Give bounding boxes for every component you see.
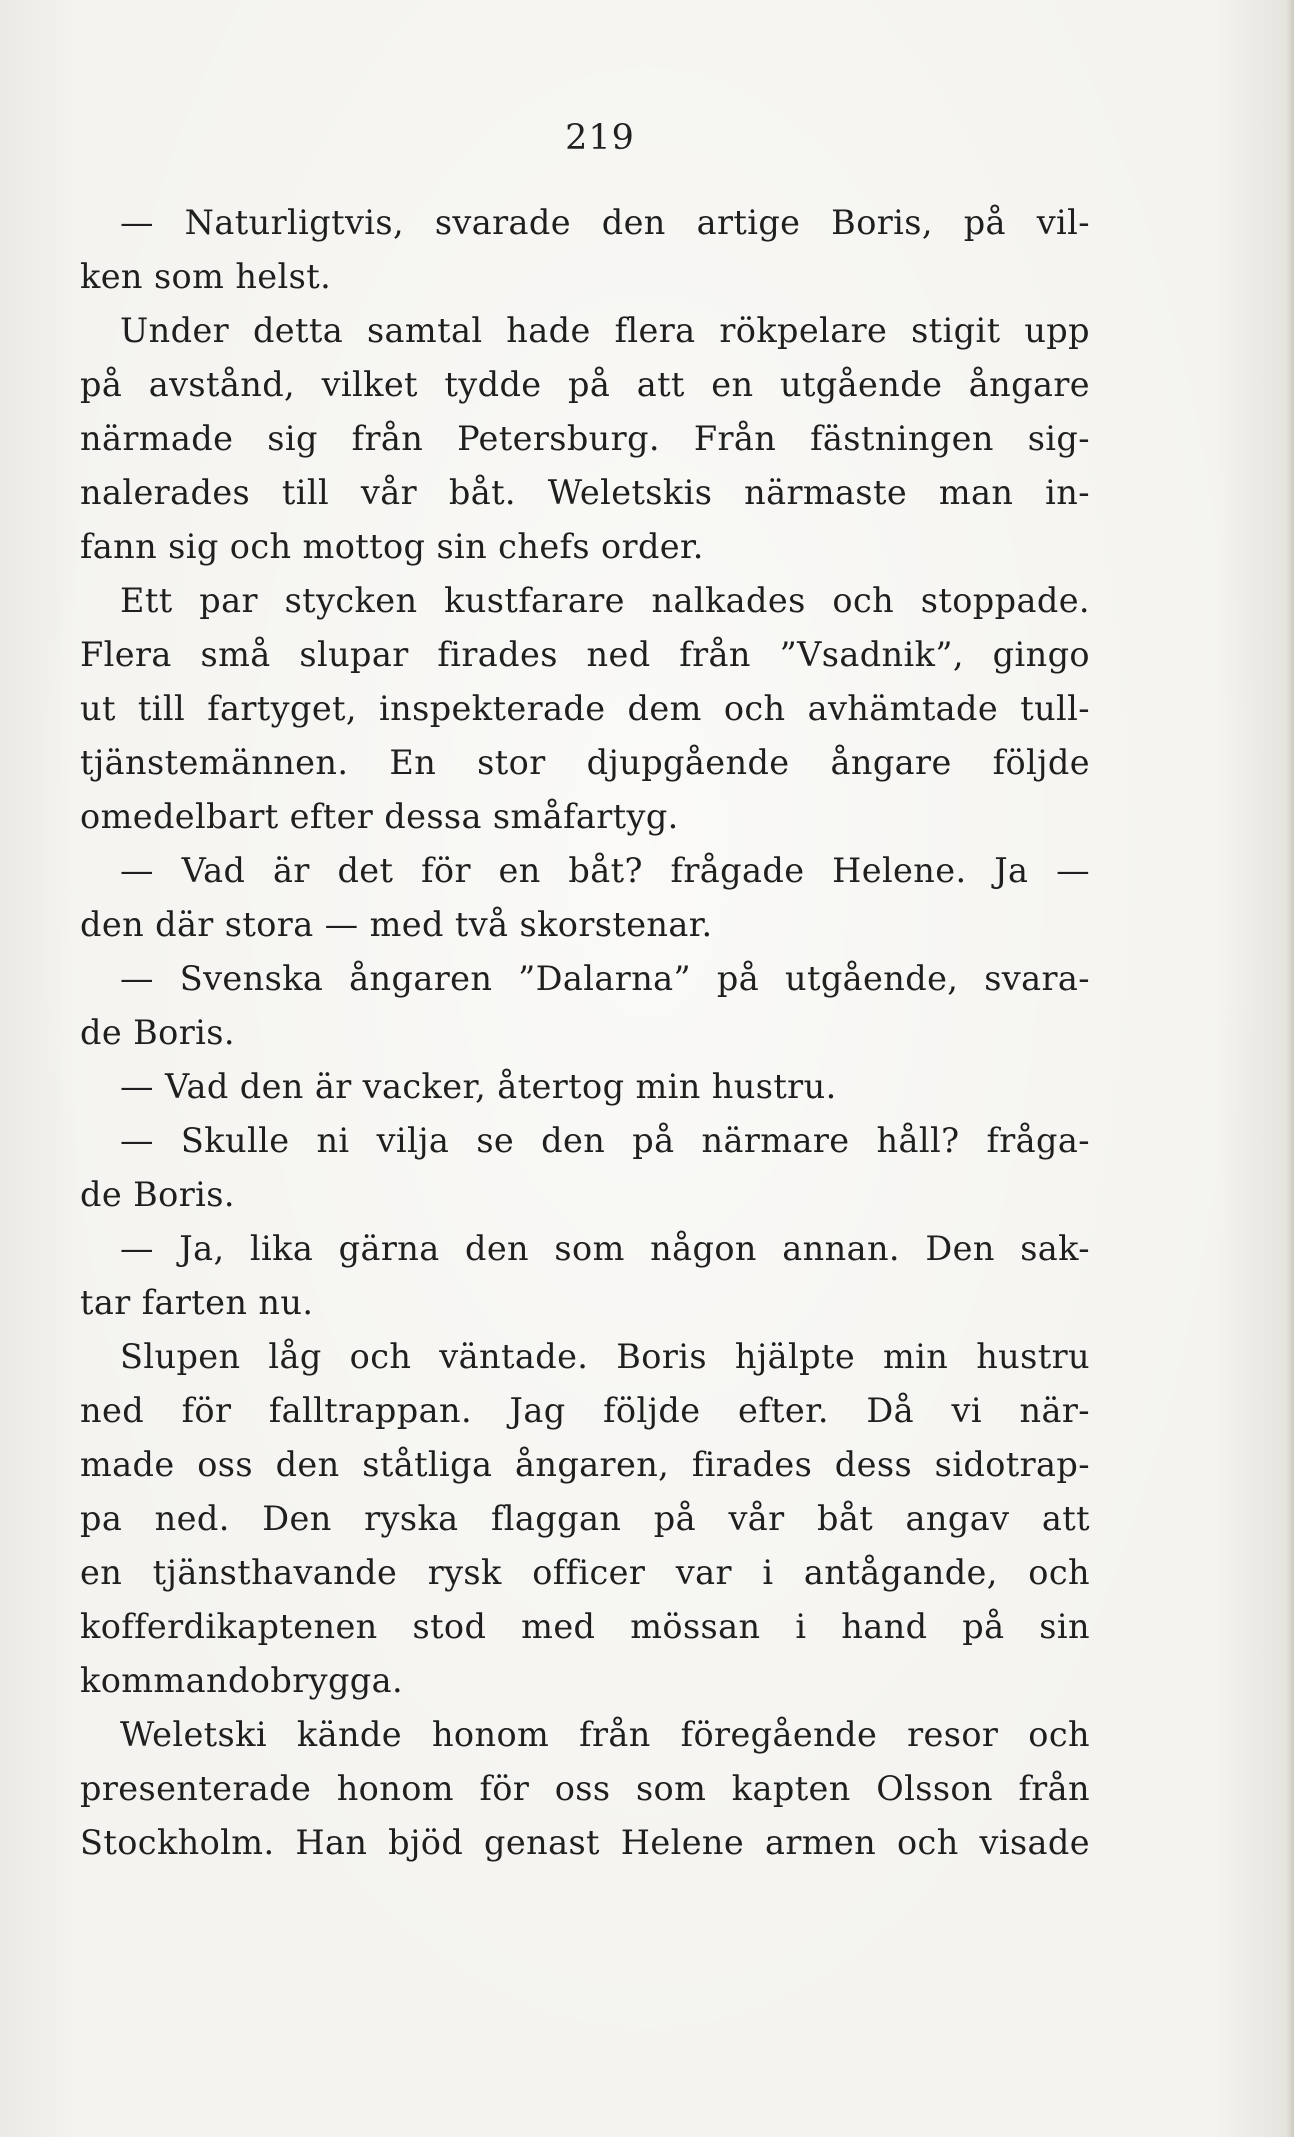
text-line: Flera små slupar firades ned från ”Vsadnik”, gingo (80, 635, 1090, 674)
text-line: Stockholm. Han bjöd genast Helene armen och visade (80, 1823, 1090, 1862)
text-line: omedelbart efter dessa småfartyg. (80, 797, 679, 836)
text-line: Slupen låg och väntade. Boris hjälpte min hustru (120, 1337, 1090, 1376)
text-line: made oss den ståtliga ångaren, firades dess sidotrap- (80, 1445, 1090, 1484)
text-line: en tjänsthavande rysk officer var i antågande, och (80, 1553, 1090, 1592)
text-line: — Skulle ni vilja se den på närmare håll? fråga- (120, 1121, 1090, 1160)
text-line: ned för falltrappan. Jag följde efter. Då vi när- (80, 1391, 1090, 1430)
text-line: presenterade honom för oss som kapten Olsson från (80, 1769, 1090, 1808)
text-line: ken som helst. (80, 257, 332, 296)
text-line: — Svenska ångaren ”Dalarna” på utgående, svara- (120, 959, 1090, 998)
text-line: kommandobrygga. (80, 1661, 404, 1700)
text-line: närmade sig från Petersburg. Från fästningen sig- (80, 419, 1090, 458)
text-line: Weletski kände honom från föregående resor och (120, 1715, 1090, 1754)
text-line: — Vad den är vacker, återtog min hustru. (120, 1067, 837, 1106)
text-line: de Boris. (80, 1013, 235, 1052)
text-line: tar farten nu. (80, 1283, 314, 1322)
text-line: Under detta samtal hade flera rökpelare stigit upp (120, 311, 1090, 350)
text-line: — Ja, lika gärna den som någon annan. Den sak- (120, 1229, 1090, 1268)
text-line: Ett par stycken kustfarare nalkades och stoppade. (120, 581, 1090, 620)
page-number: 219 (565, 118, 635, 158)
text-line: — Vad är det för en båt? frågade Helene. Ja — (120, 851, 1090, 890)
text-line: den där stora — med två skorstenar. (80, 905, 713, 944)
text-line: fann sig och mottog sin chefs order. (80, 527, 704, 566)
text-line: nalerades till vår båt. Weletskis närmaste man in- (80, 473, 1090, 512)
text-line: pa ned. Den ryska flaggan på vår båt angav att (80, 1499, 1090, 1538)
text-line: på avstånd, vilket tydde på att en utgående ångare (80, 365, 1090, 404)
page-edge-shadow (1286, 0, 1294, 2137)
text-line: ut till fartyget, inspekterade dem och avhämtade tull- (80, 689, 1090, 728)
text-line: tjänstemännen. En stor djupgående ångare följde (80, 743, 1090, 782)
body-text (80, 196, 1090, 1870)
text-line: — Naturligtvis, svarade den artige Boris, på vil- (120, 203, 1090, 242)
text-line: kofferdikaptenen stod med mössan i hand på sin (80, 1607, 1090, 1646)
text-line: de Boris. (80, 1175, 235, 1214)
